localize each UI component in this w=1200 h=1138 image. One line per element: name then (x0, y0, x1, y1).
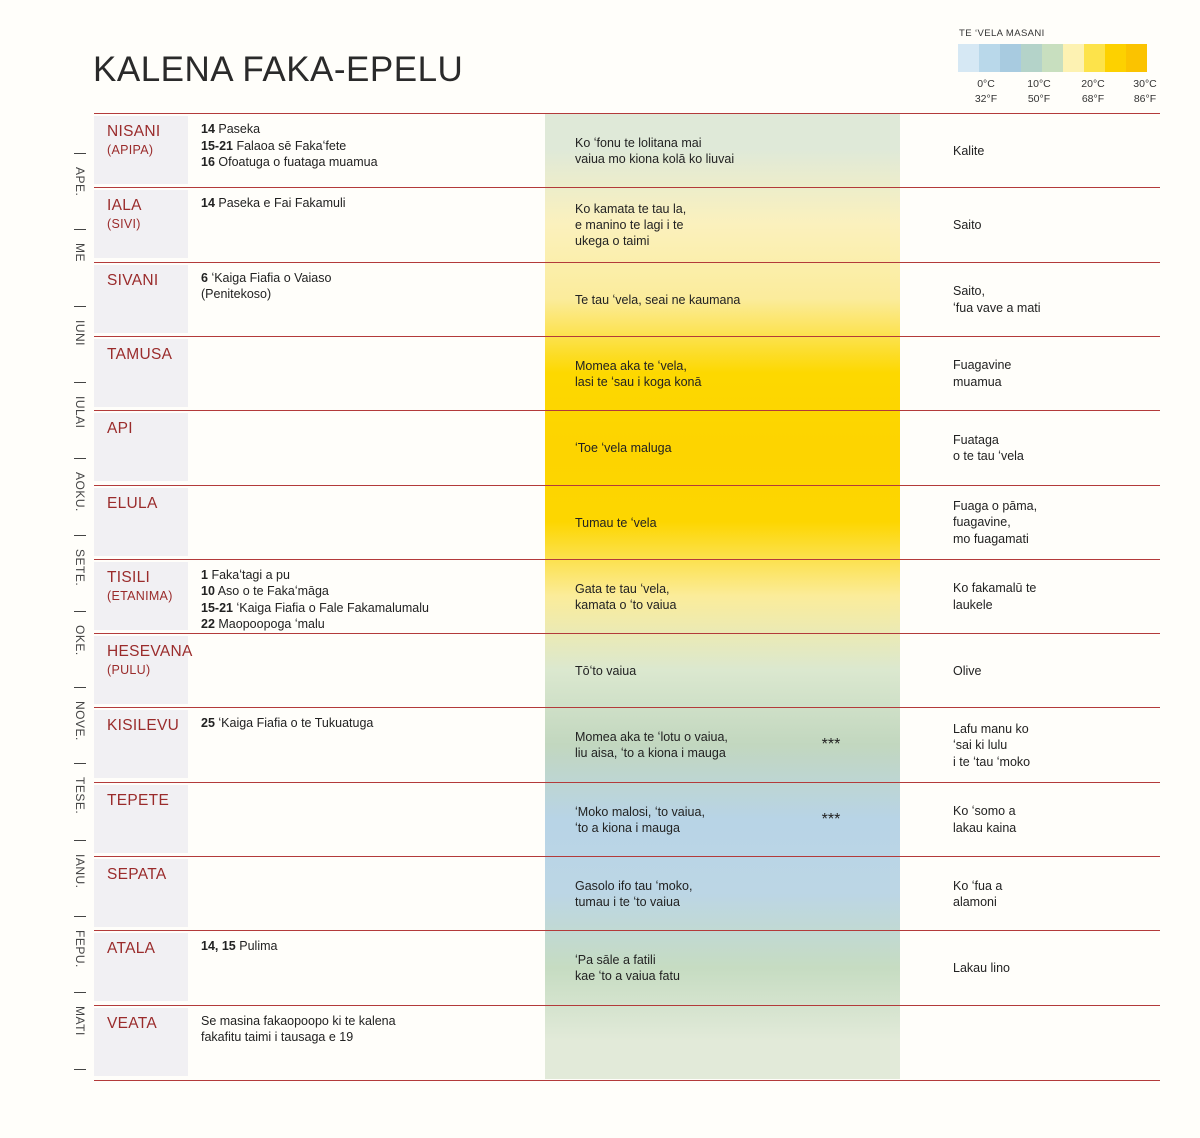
side-divider (74, 1069, 86, 1070)
event-line (201, 195, 531, 212)
legend-swatch (958, 44, 979, 72)
event-date: 22 (201, 617, 215, 632)
event-line (201, 1029, 531, 1046)
month-cell (94, 413, 188, 481)
month-row (94, 782, 1160, 857)
month-row (94, 856, 1160, 931)
weather-icons (774, 560, 884, 634)
legend-swatch (1105, 44, 1126, 72)
side-divider (74, 763, 86, 764)
weather-icons (774, 188, 884, 262)
side-divider (74, 306, 86, 307)
legend-swatch (1084, 44, 1105, 72)
month-alt-name: (PULU) (107, 663, 151, 678)
season-description: ʻMoko malosi, ʻto vaiua, ʻto a kiona i mauga (575, 804, 705, 835)
page-title: KALENA FAKA-EPELU (93, 50, 464, 89)
season-description: Tōʻto vaiua (575, 664, 637, 679)
almond-illustration (1078, 861, 1158, 927)
event-date: 10 (201, 584, 215, 599)
crop-description: Kalite (953, 143, 985, 158)
event-date: 25 (201, 716, 215, 731)
tick-fahrenheit: 68°F (1081, 93, 1105, 105)
event-text: Maopoopoga ʻmalu (218, 617, 325, 632)
month-row (94, 262, 1160, 337)
side-month-label: OKE. (73, 624, 87, 656)
event-date: 15-21 (201, 600, 233, 615)
month-name: NISANI (107, 123, 161, 140)
festival-events (201, 270, 531, 303)
month-row (94, 410, 1160, 485)
month-name: KISILEVU (107, 717, 180, 735)
event-date: 16 (201, 155, 215, 169)
festival-events (201, 567, 531, 633)
month-name: TEPETE (107, 791, 170, 809)
season-description: Tumau te ʻvela (575, 515, 657, 530)
month-name: TISILI (107, 568, 151, 586)
event-line (201, 567, 531, 584)
weather-icons (774, 114, 884, 188)
side-month-label: NOVE. (73, 701, 87, 741)
side-divider (74, 535, 86, 536)
event-line (201, 715, 531, 732)
side-divider (74, 229, 86, 230)
season-description: Ko kamata te tau la, e manino te lagi i te ukega o taimi (575, 202, 687, 249)
event-line (201, 1013, 531, 1030)
month-row (94, 1005, 1160, 1081)
legend-tick (1019, 77, 1059, 107)
side-month-label: AOKU. (73, 472, 87, 513)
crop-description: Ko ʻfua a alamoni (953, 878, 1003, 909)
tick-fahrenheit: 86°F (1133, 93, 1157, 105)
event-text: ʻKaiga Fiafia o te Tukuatuga (218, 716, 374, 731)
side-month (62, 701, 98, 746)
event-text: Pulima (239, 939, 278, 954)
month-row (94, 187, 1160, 262)
season-description: ʻToe ʻvela maluga (575, 441, 672, 456)
svg-text:*: * (821, 736, 828, 754)
season-description: Gata te tau ʻvela, kamata o ʻto vaiua (575, 581, 677, 612)
legend-swatch (1126, 44, 1147, 72)
side-month-label: SETE. (73, 548, 87, 586)
crop-description: Lafu manu ko ʻsai ki lulu i te ʻtau ʻmoko (953, 721, 1031, 769)
month-name: TAMUSA (107, 345, 173, 363)
event-line (201, 270, 531, 287)
side-divider (74, 916, 86, 917)
weather-icons (774, 708, 884, 782)
side-month-label: FEPU. (73, 930, 87, 968)
side-month-label: APE. (73, 167, 87, 197)
side-month (62, 320, 98, 351)
festival-events (201, 121, 531, 171)
event-date: 14 (201, 122, 215, 136)
month-cell (94, 562, 188, 630)
month-name: SIVANI (107, 271, 159, 289)
side-month-label: IANU. (73, 853, 87, 889)
side-month-label: TESE. (73, 777, 87, 815)
legend-tick (1125, 77, 1165, 107)
side-month-label: IULAI (73, 395, 87, 429)
event-text: Ofoatuga o fuataga muamua (218, 155, 378, 169)
month-cell (94, 339, 188, 407)
month-row (94, 113, 1160, 188)
legend-tick (1073, 77, 1113, 107)
festival-events (201, 1013, 531, 1046)
side-month (62, 777, 98, 819)
sheep-illustration (1078, 712, 1158, 778)
legend-title: TE ʻVELA MASANI (959, 28, 1045, 39)
month-name: API (107, 420, 133, 438)
side-month (62, 549, 98, 591)
crop-description: Lakau lino (953, 961, 1010, 976)
fig-illustration (1078, 267, 1158, 333)
basket-illustration (1078, 415, 1158, 481)
month-cell (94, 265, 188, 333)
legend-swatch (1042, 44, 1063, 72)
month-name: ELULA (107, 494, 158, 512)
month-name: HESEVANA (107, 643, 193, 661)
crop-description: Ko ʻsomo a lakau kaina (953, 804, 1017, 835)
month-cell (94, 859, 188, 927)
event-line (201, 121, 531, 138)
snow-icon (822, 736, 841, 754)
barley-illustration (1078, 118, 1158, 184)
month-name: VEATA (107, 1014, 158, 1032)
event-text: fakafitu taimi i tausaga e 19 (201, 1030, 354, 1045)
side-month-strip (62, 145, 98, 1060)
month-alt-name: (APIPA) (107, 143, 154, 157)
crop-description: Olive (953, 663, 982, 678)
event-text: Se masina fakaopoopo ki te kalena (201, 1013, 396, 1028)
legend-swatch (1021, 44, 1042, 72)
weather-icons (774, 486, 884, 560)
event-date: 14, 15 (201, 939, 236, 954)
month-row (94, 336, 1160, 411)
event-date: 15-21 (201, 138, 233, 153)
month-row (94, 633, 1160, 708)
weather-icons (774, 634, 884, 708)
month-cell (94, 1008, 188, 1076)
event-line (201, 138, 531, 155)
event-line (201, 938, 531, 955)
legend-swatch (1000, 44, 1021, 72)
event-date: 6 (201, 270, 208, 285)
month-name: SEPATA (107, 866, 167, 883)
season-description: Gasolo ifo tau ʻmoko, tumau i te ʻto vaiua (575, 879, 693, 909)
event-text: Paseka (218, 122, 261, 136)
dates-illustration (1078, 490, 1158, 556)
month-row (94, 930, 1160, 1005)
event-line (201, 286, 531, 303)
weather-icons (774, 783, 884, 857)
crop-description: Saito (953, 218, 982, 233)
month-cell (94, 636, 193, 704)
event-line (201, 616, 531, 633)
event-text: (Penitekoso) (201, 287, 272, 302)
side-divider (74, 458, 86, 459)
event-line (201, 600, 531, 617)
side-month (62, 472, 98, 517)
side-divider (74, 153, 86, 154)
legend-ticks (958, 77, 1158, 109)
season-description: ʻPa sāle a fatili kae ʻto a vaiua fatu (575, 953, 680, 984)
snow-icon (822, 811, 841, 829)
month-row (94, 707, 1160, 782)
festival-events (201, 195, 531, 212)
month-cell (94, 116, 188, 184)
month-cell (94, 190, 188, 258)
tick-celsius: 0°C (977, 78, 995, 90)
legend-swatch (1063, 44, 1084, 72)
event-date: 1 (201, 567, 208, 582)
side-month-label: MATI (73, 1006, 87, 1037)
calendar-table (94, 113, 1160, 1079)
season-description: Ko ʻfonu te lolitana mai vaiua mo kiona kolā ko liuvai (575, 136, 735, 166)
festival-events (201, 715, 531, 732)
event-date: 14 (201, 196, 215, 211)
month-cell (94, 710, 188, 778)
legend-color-bar (958, 44, 1147, 72)
season-description: Momea aka te ʻvela, lasi te ʻsau i koga konā (575, 358, 702, 389)
weather-icons (774, 263, 884, 337)
grapes-illustration (1078, 341, 1158, 407)
plow-illustration (1078, 564, 1158, 630)
side-month-label: ME (73, 243, 87, 263)
event-text: ʻKaiga Fiafia o Vaiaso (211, 270, 332, 285)
tick-celsius: 10°C (1027, 78, 1051, 90)
season-description: Te tau ʻvela, seai ne kaumana (575, 292, 741, 307)
flax-illustration (1078, 935, 1158, 1001)
sheaf-illustration (1078, 192, 1158, 258)
side-month (62, 930, 98, 973)
crop-description: Fuaga o pāma, fuagavine, mo fuagamati (953, 498, 1038, 546)
month-alt-name: (ETANIMA) (107, 588, 173, 603)
side-month (62, 167, 98, 201)
event-text: Fakaʻtagi a pu (211, 567, 290, 582)
tick-fahrenheit: 50°F (1027, 93, 1051, 105)
event-text: ʻKaiga Fiafia o Fale Fakamalumalu (236, 600, 429, 615)
month-alt-name: (SIVI) (107, 217, 141, 232)
legend-tick (966, 77, 1006, 107)
event-line (201, 154, 531, 171)
month-name: IALA (107, 197, 142, 215)
side-divider (74, 687, 86, 688)
svg-text:*: * (834, 810, 841, 828)
month-name: ATALA (107, 940, 156, 958)
side-divider (74, 992, 86, 993)
crop-description: Ko fakamalū te laukele (953, 581, 1037, 612)
event-text: Paseka e Fai Fakamuli (218, 196, 346, 211)
weather-icons (774, 857, 884, 931)
side-divider (74, 611, 86, 612)
side-month-label: IUNI (73, 319, 87, 346)
weather-icons (774, 931, 884, 1005)
legend-swatch (979, 44, 1000, 72)
side-divider (74, 840, 86, 841)
tick-celsius: 20°C (1081, 78, 1105, 90)
side-month (62, 625, 98, 661)
tick-fahrenheit: 32°F (974, 93, 998, 105)
month-cell (94, 488, 188, 556)
festival-events (201, 938, 531, 955)
svg-text:*: * (827, 736, 835, 754)
side-month (62, 854, 98, 894)
crop-description: Fuagavine muamua (953, 358, 1012, 389)
event-text: Falaoa sē Fakaʻfete (236, 138, 347, 153)
side-divider (74, 382, 86, 383)
weather-icons (774, 411, 884, 485)
month-row (94, 485, 1160, 560)
event-line (201, 583, 531, 600)
season-description: Momea aka te ʻlotu o vaiua, liu aisa, ʻto a kiona i mauga (575, 730, 728, 761)
month-row (94, 559, 1160, 634)
side-month (62, 1006, 98, 1041)
side-month (62, 243, 98, 267)
crop-description: Saito, ʻfua vave a mati (953, 284, 1041, 315)
sprouts-illustration (1078, 787, 1158, 853)
month-cell (94, 785, 188, 853)
month-cell (94, 933, 188, 1001)
svg-text:*: * (821, 810, 828, 828)
weather-icons (774, 337, 884, 411)
side-month (62, 396, 98, 434)
svg-text:*: * (827, 810, 835, 828)
crop-description: Fuataga o te tau ʻvela (953, 432, 1024, 464)
event-text: Aso o te Fakaʻmāga (217, 584, 329, 599)
svg-text:*: * (834, 736, 841, 754)
olive-illustration (1078, 638, 1158, 704)
tick-celsius: 30°C (1133, 78, 1157, 90)
temperature-legend (958, 28, 1158, 109)
